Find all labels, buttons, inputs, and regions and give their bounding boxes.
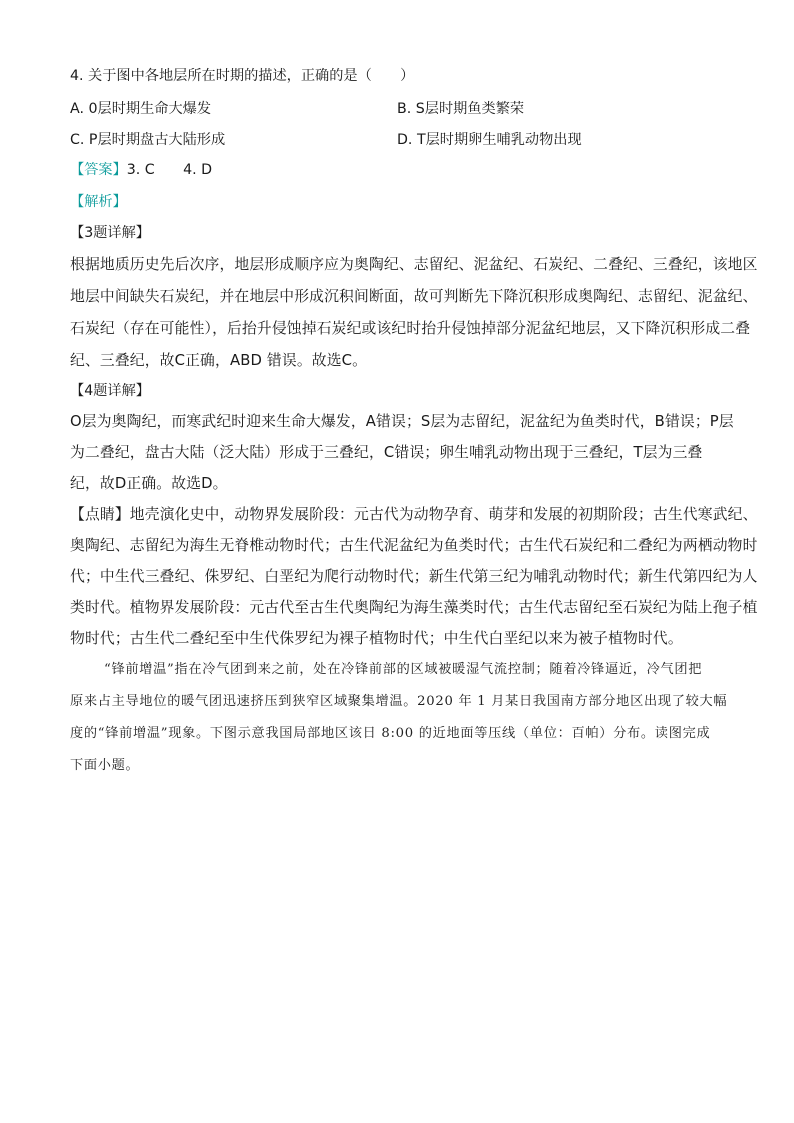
detail-3-tag: 【3题详解】 (70, 225, 150, 241)
answer-text: 3. C 4. D (126, 162, 213, 178)
analysis-tag: 【解析】 (70, 194, 127, 210)
detail-3-line: 根据地质历史先后次序，地层形成顺序应为奥陶纪、志留纪、泥盆纪、石炭纪、二叠纪、三叠纪，该地区 (70, 256, 758, 273)
passage-line: 度的“锋前增温”现象。下图示意我国局部地区该日 8:00 的近地面等压线（单位：百帕）分布。读图完成 (70, 726, 711, 741)
detail-4-tag: 【4题详解】 (70, 383, 150, 399)
highlight-line: 物时代；古生代二叠纪至中生代侏罗纪为裸子植物时代；中生代白垩纪以来为被子植物时代。 (70, 630, 683, 647)
detail-3-line: 石炭纪（存在可能性），后抬升侵蚀掉石炭纪或该纪时抬升侵蚀掉部分泥盆纪地层，又下降沉积形成二叠 (70, 320, 751, 337)
answer-tag: 【答案】 (70, 162, 127, 178)
option-c: C. P层时期盘古大陆形成 (70, 132, 226, 148)
detail-3-line: 地层中间缺失石炭纪，并在地层中形成沉积间断面，故可判断先下降沉积形成奥陶纪、志留纪、泥盆纪、 (70, 288, 758, 305)
detail-4-line: O层为奥陶纪，而寒武纪时迎来生命大爆发，A错误；S层为志留纪，泥盆纪为鱼类时代，B错误；P层 (70, 413, 734, 430)
passage-line: 下面小题。 (70, 758, 140, 773)
passage-line: 原来占主导地位的暖气团迅速挤压到狭窄区域聚集增温。2020 年 1 月某日我国南方部分地区出现了较大幅 (70, 694, 728, 709)
detail-4-line: 纪，故D正确。故选D。 (70, 475, 228, 492)
question-4-stem: 4. 关于图中各地层所在时期的描述，正确的是（ ） (70, 68, 415, 84)
passage-line: “锋前增温”指在冷气团到来之前，处在冷锋前部的区域被暖湿气流控制；随着冷锋逼近，冷气团把 (104, 662, 703, 677)
option-b: B. S层时期鱼类繁荣 (397, 101, 525, 117)
highlight-first-line (70, 505, 758, 525)
highlight-line: 类时代。植物界发展阶段：元古代至古生代奥陶纪为海生藻类时代；古生代志留纪至石炭纪为陆上孢子植 (70, 599, 758, 616)
option-a: A. 0层时期生命大爆发 (70, 101, 212, 117)
highlight-line: 奥陶纪、志留纪为海生无脊椎动物时代；古生代泥盆纪为鱼类时代；古生代石炭纪和二叠纪为两栖动物时 (70, 537, 758, 554)
detail-3-line: 纪、三叠纪，故C正确，ABD 错误。故选C。 (70, 352, 368, 369)
highlight-line: 代；中生代三叠纪、侏罗纪、白垩纪为爬行动物时代；新生代第三纪为哺乳动物时代；新生代第四纪为人 (70, 568, 758, 585)
highlight-text: 地壳演化史中，动物界发展阶段：元古代为动物孕育、萌芽和发展的初期阶段；古生代寒武纪、 (129, 506, 758, 523)
answer-line (70, 160, 212, 180)
option-d: D. T层时期卵生哺乳动物出现 (397, 132, 582, 148)
highlight-tag: 【点睛】 (70, 506, 130, 523)
detail-4-line: 为二叠纪，盘古大陆（泛大陆）形成于三叠纪，C错误；卵生哺乳动物出现于三叠纪，T层为三叠 (70, 444, 703, 461)
